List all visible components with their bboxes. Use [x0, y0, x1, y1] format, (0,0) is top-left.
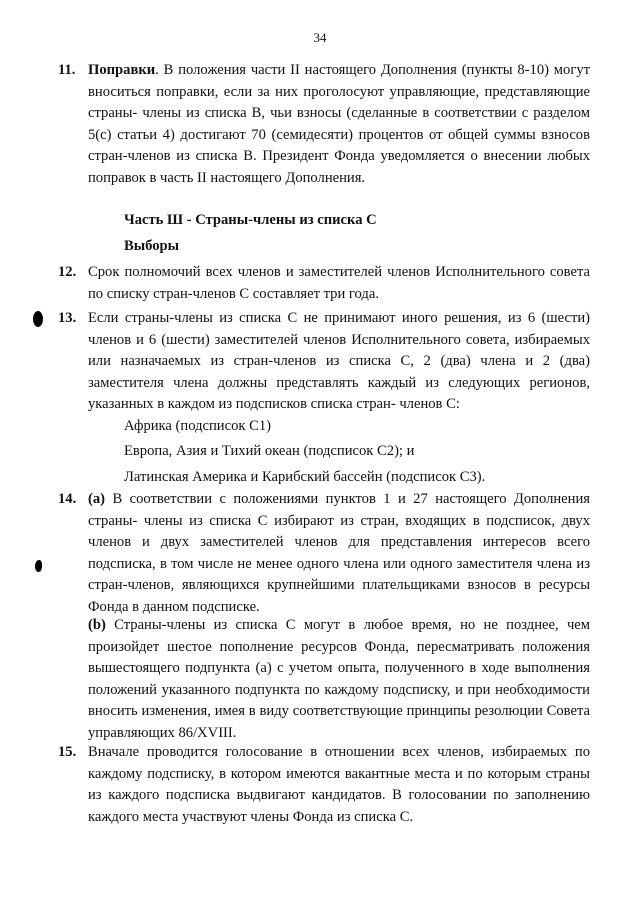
paragraph-lead: Поправки: [88, 62, 156, 78]
paragraph-number: 11.: [58, 62, 76, 78]
paragraph-number: 12.: [58, 264, 77, 280]
ink-blot-mark: [35, 560, 42, 572]
paragraph-number: 15.: [58, 744, 77, 760]
region-item: Латинская Америка и Карибский бассейн (подсписок С3).: [124, 469, 486, 485]
region-item: Европа, Азия и Тихий океан (подсписок С2); и: [124, 443, 415, 459]
paragraph-text: . В положения части II настоящего Дополнения (пункты 8-10) могут вноситься поправки, если за них проголосуют управляющие, представляющие страны- члены из списка В, чьи взносы (сделанные в соответствии с разделом 5(с) статьи 4) достигают 70 (семидесяти) процентов от общей суммы взносов стран-членов из списка В. Президент Фонда уведомляется о внесении любых поправок в часть II настоящего Дополнения.: [88, 62, 590, 186]
part-3-heading: Часть Ш - Страны-члены из списка С: [124, 212, 377, 228]
paragraph-text: В соответствии с положениями пунктов 1 и 27 настоящего Дополнения страны- члены из списка С избирают из стран, входящих в подсписок, двух членов и двух заместителей членов для представления интересов всего подсписка, в том числе не менее одного члена или одного заместителя члена из стран-членов, являющихся крупнейшими плательщиками взносов в ресурсы Фонда в данном подсписке.: [88, 491, 590, 615]
paragraph-13: [58, 308, 590, 416]
paragraph-number: 13.: [58, 310, 77, 326]
page-number: 34: [313, 30, 327, 45]
paragraph-11: [58, 60, 590, 190]
paragraph-number: 14.: [58, 491, 77, 507]
paragraph-text: Срок полномочий всех членов и заместителей членов Исполнительного совета по списку стран-членов С составляет три года.: [88, 264, 590, 302]
elections-heading: Выборы: [124, 238, 180, 254]
paragraph-text: Вначале проводится голосование в отношении всех членов, избираемых по каждому подсписку, в котором имеются вакантные места и по которым страны из каждого подсписка выдвигают кандидатов. В голосовании по заполнению каждого места участвуют члены Фонда из списка С.: [88, 744, 590, 825]
paragraph-14a: [58, 489, 590, 619]
region-item: Африка (подсписок С1): [124, 418, 272, 434]
paragraph-15: [58, 742, 590, 828]
paragraph-text: Если страны-члены из списка С не принимают иного решения, из 6 (шести) членов и 6 (шести) заместителей членов Исполнительного совета, избираемых или назначаемых из стран-членов из списка С, 2 (два) члена и 2 (два) заместителя члена должны представлять каждый из следующих регионов, указанных в каждом из подсписков списка стран- членов С:: [88, 310, 590, 413]
punch-hole-mark: [33, 311, 43, 327]
subparagraph-marker: (b): [88, 617, 106, 633]
paragraph-12: [58, 262, 590, 305]
paragraph-14b: [88, 615, 590, 745]
subparagraph-marker: (а): [88, 491, 106, 507]
paragraph-text: Страны-члены из списка С могут в любое время, но не позднее, чем произойдет шестое пополнение ресурсов Фонда, пересматривать положения вышестоящего подпункта (а) с учетом опыта, полученного в ходе выполнения положений указанного подпункта по каждому подсписку, и при необходимости вносить изменения, имея в виду соответствующие принципы резолюции Совета управляющих 86/XVIII.: [88, 617, 590, 741]
